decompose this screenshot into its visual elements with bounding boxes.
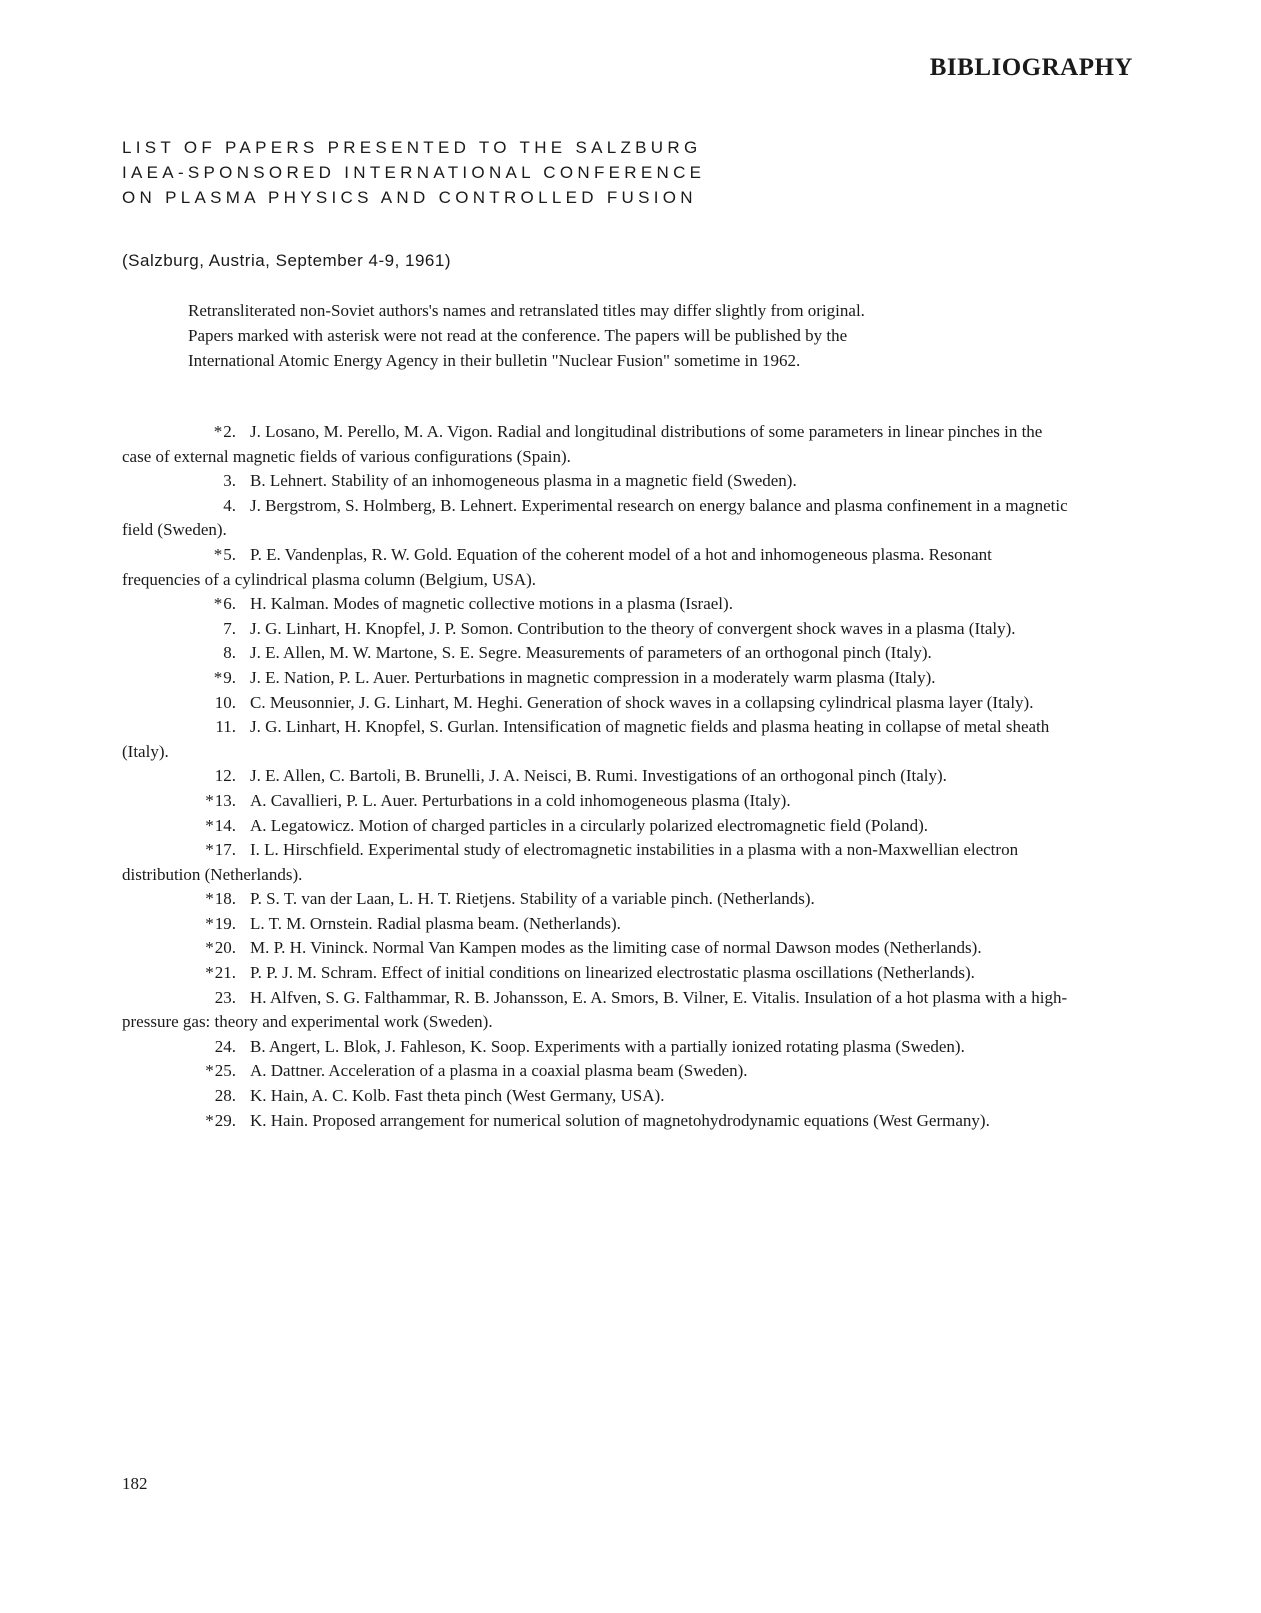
asterisk-marker: * bbox=[213, 667, 223, 687]
paper-entry bbox=[122, 986, 1072, 1035]
paper-number bbox=[190, 715, 236, 740]
paper-number bbox=[190, 789, 236, 814]
paper-number-value: 6. bbox=[223, 594, 236, 614]
paper-entry bbox=[122, 641, 1072, 666]
paper-number-value: 17. bbox=[214, 840, 236, 860]
paper-entry bbox=[122, 666, 1072, 691]
paper-number bbox=[190, 469, 236, 494]
paper-text: J. Bergstrom, S. Holmberg, B. Lehnert. Experimental research on energy balance and plasma confinement in a magnetic field (Sweden). bbox=[122, 495, 1068, 540]
paper-number bbox=[190, 912, 236, 937]
paper-number-value: 11. bbox=[215, 717, 236, 737]
paper-entry bbox=[122, 887, 1072, 912]
paper-list bbox=[122, 420, 1072, 1133]
asterisk-marker: * bbox=[205, 938, 214, 958]
note-line: Retransliterated non-Soviet authors's names and retranslated titles may differ slightly from original. bbox=[188, 301, 865, 320]
editorial-note bbox=[188, 298, 1088, 373]
paper-entry bbox=[122, 961, 1072, 986]
conference-title-line: ON PLASMA PHYSICS AND CONTROLLED FUSION bbox=[122, 188, 697, 207]
paper-number-value: 8. bbox=[223, 643, 236, 663]
paper-entry bbox=[122, 617, 1072, 642]
paper-number bbox=[190, 986, 236, 1011]
paper-text: B. Angert, L. Blok, J. Fahleson, K. Soop. Experiments with a partially ionized rotating plasma (Sweden). bbox=[250, 1036, 965, 1056]
paper-text: J. Losano, M. Perello, M. A. Vigon. Radial and longitudinal distributions of some parameters in linear pinches in the case of external magnetic fields of various configurations (Spain). bbox=[122, 422, 1043, 466]
paper-text: K. Hain, A. C. Kolb. Fast theta pinch (West Germany, USA). bbox=[250, 1086, 665, 1106]
paper-text: M. P. H. Vininck. Normal Van Kampen modes as the limiting case of normal Dawson modes (Netherlands). bbox=[250, 938, 982, 958]
paper-number-value: 5. bbox=[223, 544, 236, 564]
paper-entry bbox=[122, 592, 1072, 617]
paper-entry bbox=[122, 1035, 1072, 1060]
paper-entry bbox=[122, 469, 1072, 494]
paper-text: A. Dattner. Acceleration of a plasma in a coaxial plasma beam (Sweden). bbox=[250, 1061, 748, 1081]
asterisk-marker: * bbox=[205, 1061, 214, 1081]
paper-number-value: 20. bbox=[214, 938, 236, 958]
paper-number-value: 14. bbox=[214, 815, 236, 835]
paper-number-value: 29. bbox=[214, 1110, 236, 1130]
paper-entry bbox=[122, 494, 1072, 543]
paper-number bbox=[190, 420, 236, 445]
paper-text: B. Lehnert. Stability of an inhomogeneous plasma in a magnetic field (Sweden). bbox=[250, 471, 797, 491]
paper-entry bbox=[122, 420, 1072, 469]
paper-number-value: 2. bbox=[223, 422, 236, 441]
paper-text: L. T. M. Ornstein. Radial plasma beam. (Netherlands). bbox=[250, 913, 621, 933]
paper-text: J. G. Linhart, H. Knopfel, J. P. Somon. Contribution to the theory of convergent shock waves in a plasma (Italy). bbox=[250, 618, 1016, 638]
paper-entry bbox=[122, 1109, 1072, 1134]
paper-text: J. G. Linhart, H. Knopfel, S. Gurlan. Intensification of magnetic fields and plasma heating in collapse of metal sheath (Italy). bbox=[122, 717, 1050, 761]
paper-entry bbox=[122, 838, 1072, 887]
section-title: BIBLIOGRAPHY bbox=[929, 54, 1133, 81]
asterisk-marker: * bbox=[205, 1110, 214, 1130]
paper-number bbox=[190, 617, 236, 642]
asterisk-marker: * bbox=[205, 963, 214, 983]
asterisk-marker: * bbox=[213, 544, 223, 564]
paper-text: K. Hain. Proposed arrangement for numerical solution of magnetohydrodynamic equations (West Germany). bbox=[250, 1110, 990, 1130]
asterisk-marker: * bbox=[205, 889, 214, 909]
paper-number bbox=[190, 691, 236, 716]
paper-number-value: 13. bbox=[214, 790, 236, 810]
paper-number-value: 18. bbox=[214, 889, 236, 909]
paper-text: H. Alfven, S. G. Falthammar, R. B. Johansson, E. A. Smors, B. Vilner, E. Vitalis. Insulation of a hot plasma with a high-pressure gas: theory and experimental work (Sweden). bbox=[122, 987, 1068, 1032]
conference-title bbox=[122, 135, 705, 210]
paper-entry bbox=[122, 715, 1072, 764]
paper-number-value: 4. bbox=[223, 495, 236, 515]
paper-number bbox=[190, 887, 236, 912]
paper-number bbox=[190, 666, 236, 691]
paper-number bbox=[190, 764, 236, 789]
paper-number bbox=[190, 838, 236, 863]
note-line: International Atomic Energy Agency in their bulletin "Nuclear Fusion" sometime in 1962. bbox=[188, 351, 801, 370]
paper-number-value: 21. bbox=[214, 963, 236, 983]
paper-entry bbox=[122, 912, 1072, 937]
paper-entry bbox=[122, 1059, 1072, 1084]
paper-number bbox=[190, 592, 236, 617]
paper-number bbox=[190, 1109, 236, 1134]
paper-number-value: 19. bbox=[214, 913, 236, 933]
page-number: 182 bbox=[122, 1474, 148, 1493]
paper-number bbox=[190, 1084, 236, 1109]
paper-number-value: 25. bbox=[214, 1061, 236, 1081]
paper-number bbox=[190, 543, 236, 568]
paper-number bbox=[190, 1059, 236, 1084]
paper-text: A. Legatowicz. Motion of charged particles in a circularly polarized electromagnetic field (Poland). bbox=[250, 815, 928, 835]
asterisk-marker: * bbox=[213, 422, 223, 441]
paper-number bbox=[190, 494, 236, 519]
paper-number-value: 24. bbox=[214, 1036, 236, 1056]
asterisk-marker: * bbox=[205, 790, 214, 810]
paper-text: H. Kalman. Modes of magnetic collective motions in a plasma (Israel). bbox=[250, 594, 733, 614]
paper-number-value: 28. bbox=[214, 1086, 236, 1106]
paper-number-value: 9. bbox=[223, 667, 236, 687]
conference-title-line: IAEA-SPONSORED INTERNATIONAL CONFERENCE bbox=[122, 163, 706, 182]
asterisk-marker: * bbox=[213, 594, 223, 614]
paper-entry bbox=[122, 543, 1072, 592]
paper-number bbox=[190, 961, 236, 986]
paper-text: J. E. Nation, P. L. Auer. Perturbations in magnetic compression in a moderately warm plasma (Italy). bbox=[250, 667, 936, 687]
conference-title-line: LIST OF PAPERS PRESENTED TO THE SALZBURG bbox=[122, 138, 702, 157]
paper-entry bbox=[122, 814, 1072, 839]
paper-text: P. E. Vandenplas, R. W. Gold. Equation of the coherent model of a hot and inhomogeneous plasma. Resonant frequencies of a cylindrical plasma column (Belgium, USA). bbox=[122, 544, 992, 589]
asterisk-marker: * bbox=[205, 913, 214, 933]
paper-entry bbox=[122, 1084, 1072, 1109]
paper-text: J. E. Allen, M. W. Martone, S. E. Segre. Measurements of parameters of an orthogonal pinch (Italy). bbox=[250, 643, 932, 663]
paper-text: J. E. Allen, C. Bartoli, B. Brunelli, J. A. Neisci, B. Rumi. Investigations of an orthogonal pinch (Italy). bbox=[250, 766, 947, 786]
paper-entry bbox=[122, 764, 1072, 789]
paper-number bbox=[190, 1035, 236, 1060]
asterisk-marker: * bbox=[205, 815, 214, 835]
note-line: Papers marked with asterisk were not read at the conference. The papers will be published by the bbox=[188, 326, 848, 345]
paper-entry bbox=[122, 936, 1072, 961]
paper-number bbox=[190, 641, 236, 666]
paper-text: C. Meusonnier, J. G. Linhart, M. Heghi. Generation of shock waves in a collapsing cylindrical plasma layer (Italy). bbox=[250, 692, 1034, 712]
paper-entry bbox=[122, 789, 1072, 814]
paper-text: A. Cavallieri, P. L. Auer. Perturbations in a cold inhomogeneous plasma (Italy). bbox=[250, 790, 791, 810]
asterisk-marker: * bbox=[205, 840, 214, 860]
paper-number-value: 12. bbox=[214, 766, 236, 786]
paper-number bbox=[190, 936, 236, 961]
paper-entry bbox=[122, 691, 1072, 716]
conference-location: (Salzburg, Austria, September 4-9, 1961) bbox=[122, 251, 451, 270]
paper-number-value: 7. bbox=[223, 618, 236, 638]
paper-text: I. L. Hirschfield. Experimental study of electromagnetic instabilities in a plasma with a non-Maxwellian electron distribution (Netherlands). bbox=[122, 840, 1019, 884]
paper-number-value: 10. bbox=[214, 692, 236, 712]
paper-number-value: 23. bbox=[214, 987, 236, 1007]
paper-text: P. P. J. M. Schram. Effect of initial conditions on linearized electrostatic plasma oscillations (Netherlands). bbox=[250, 963, 975, 983]
paper-number-value: 3. bbox=[223, 471, 236, 491]
paper-number bbox=[190, 814, 236, 839]
paper-text: P. S. T. van der Laan, L. H. T. Rietjens. Stability of a variable pinch. (Netherlands). bbox=[250, 889, 815, 909]
